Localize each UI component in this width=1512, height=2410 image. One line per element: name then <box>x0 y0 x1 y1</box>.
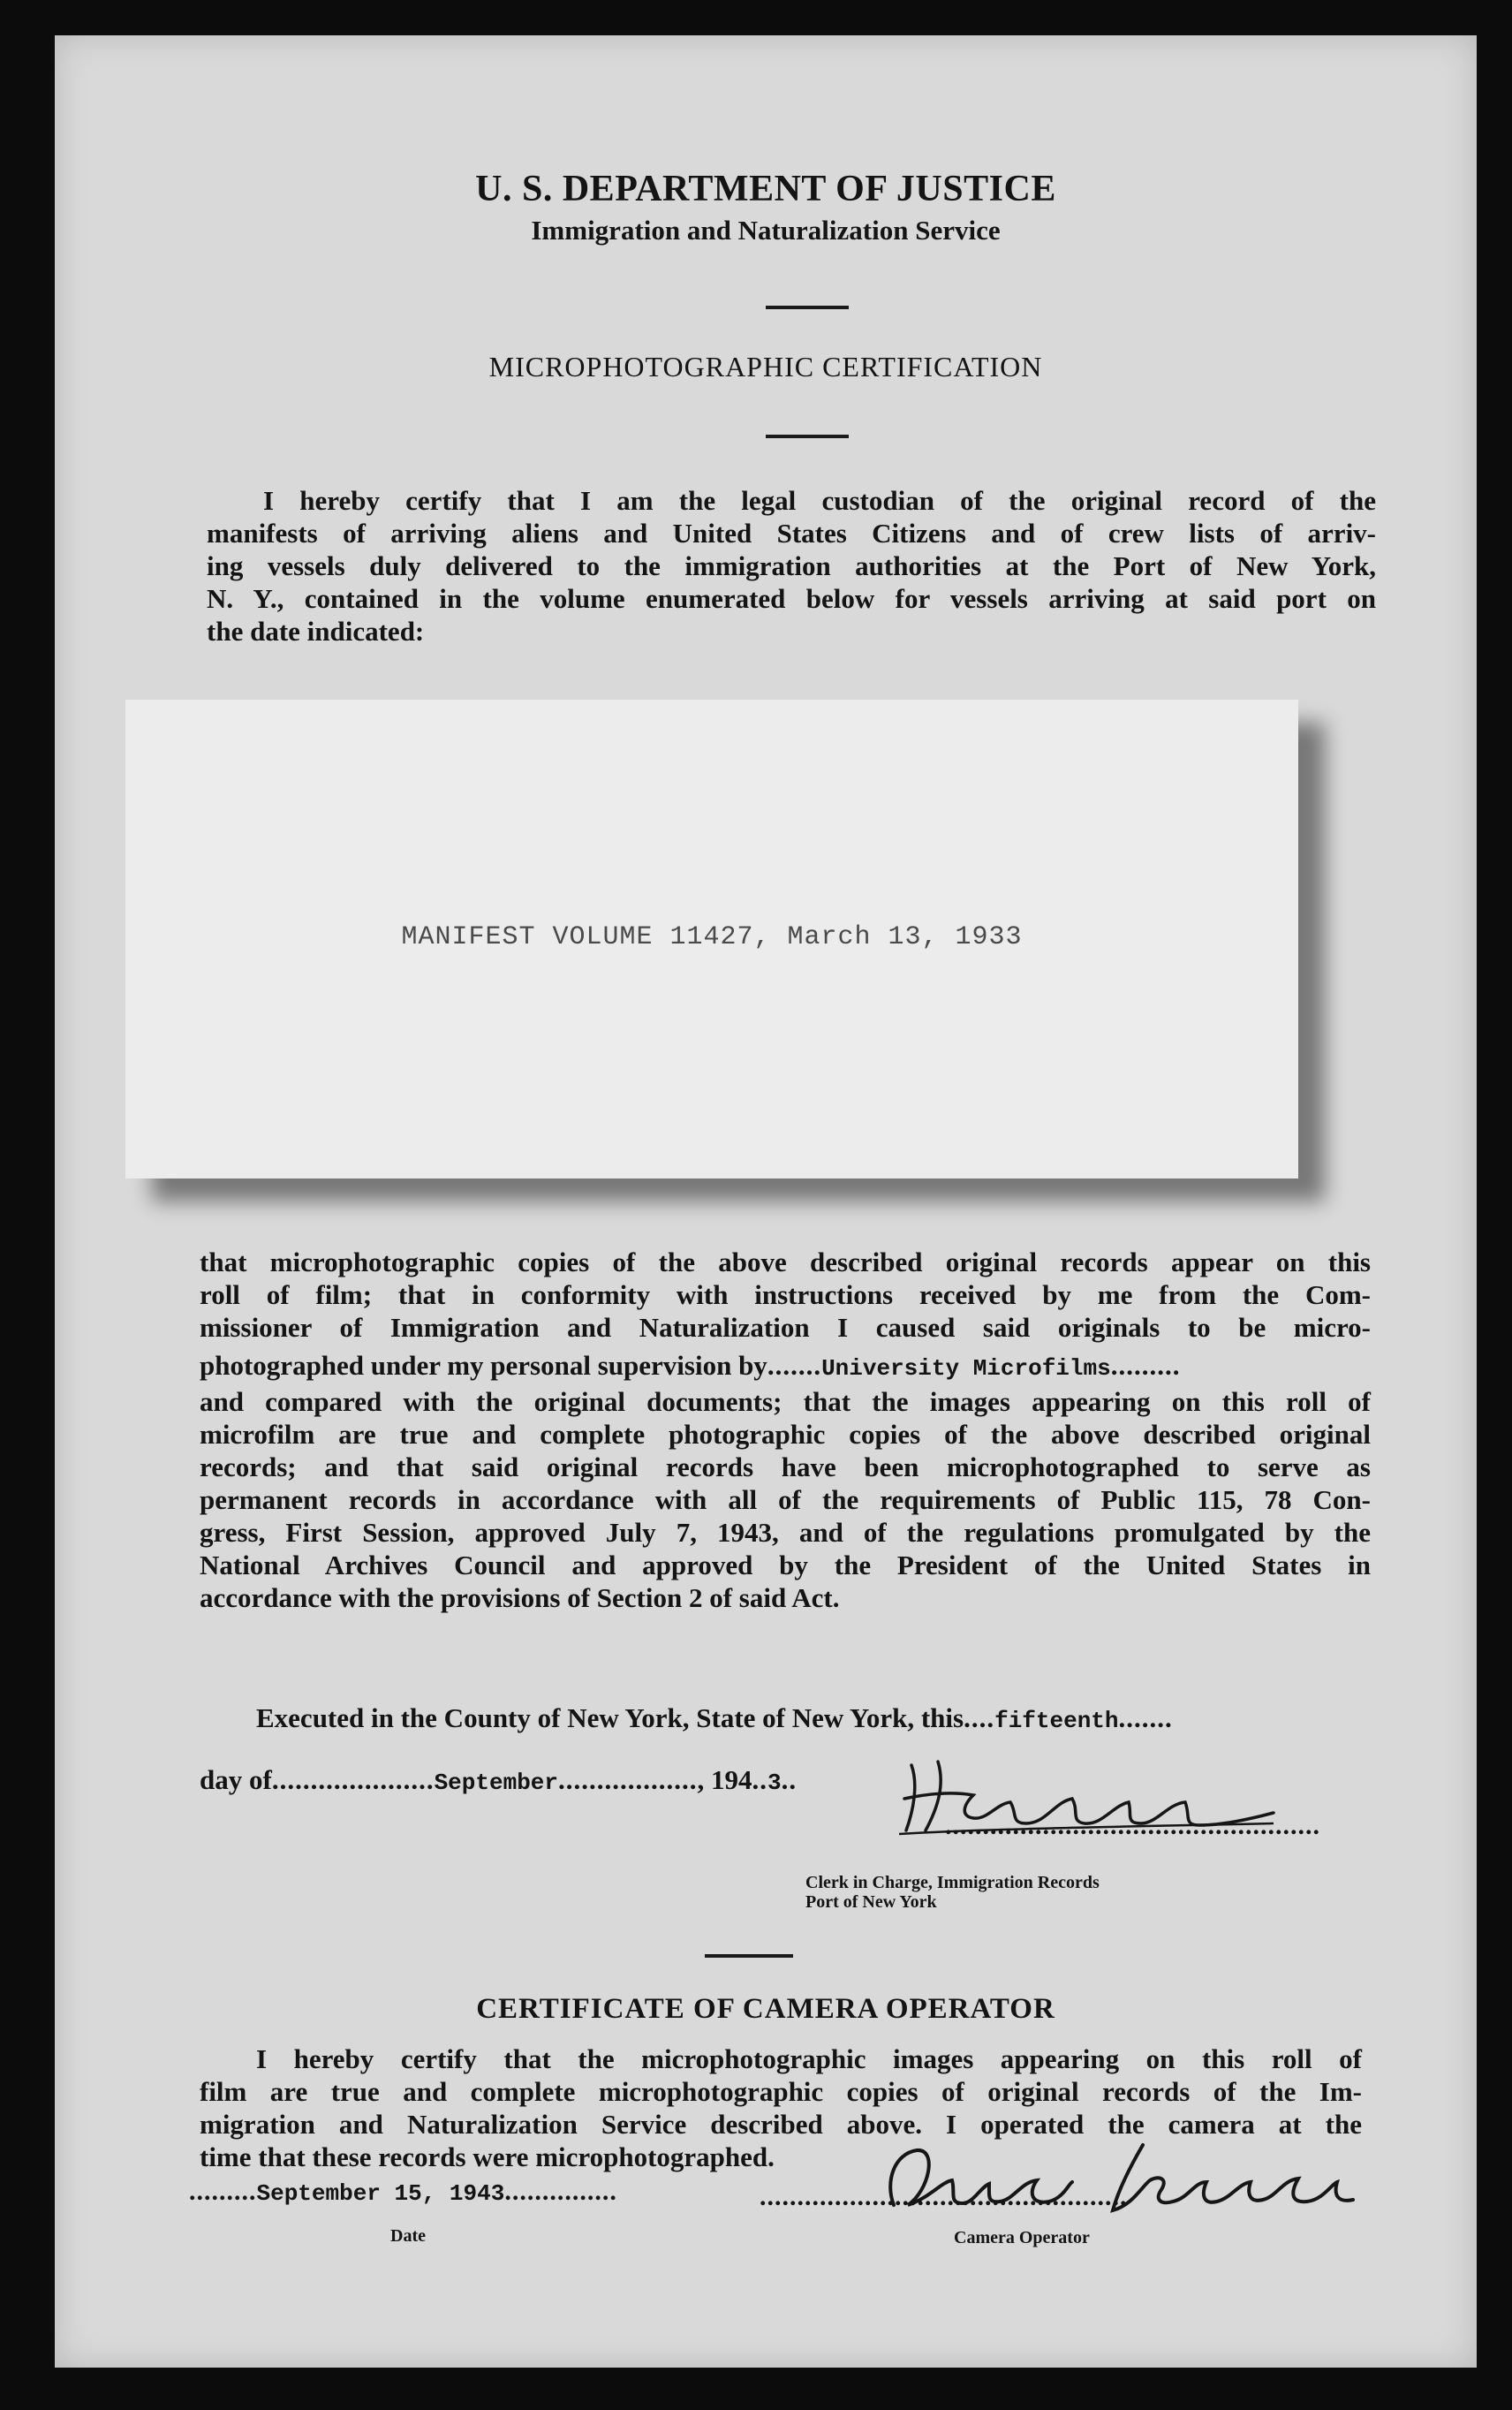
camera-line: film are true and complete microphotographic copies of original records of the Im- <box>200 2076 1362 2107</box>
intro-line: ing vessels duly delivered to the immigration authorities at the Port of New York, <box>207 550 1376 581</box>
camera-operator-label: Camera Operator <box>954 2228 1090 2247</box>
body-line: microfilm are true and complete photographic copies of the above described original <box>200 1419 1371 1450</box>
divider <box>766 435 849 438</box>
manifest-volume-text: MANIFEST VOLUME 11427, March 13, 1933 <box>401 922 1023 952</box>
dot-leader: .. <box>781 1764 798 1795</box>
dot-leader: ..................... <box>271 1764 435 1795</box>
camera-operator-title: CERTIFICATE OF CAMERA OPERATOR <box>476 1993 1055 2025</box>
body-line: accordance with the provisions of Section 2 of said Act. <box>200 1582 840 1613</box>
divider <box>705 1954 793 1958</box>
executed-day: fifteenth <box>994 1708 1119 1734</box>
body-line: National Archives Council and approved by the President of the United States in <box>200 1550 1371 1580</box>
operator-dot-line: ................................................. <box>760 2182 1128 2211</box>
certificate-page <box>55 35 1477 2368</box>
camera-line: I hereby certify that the microphotographic images appearing on this roll of <box>256 2043 1362 2074</box>
intro-line: manifests of arriving aliens and United States Citizens and of crew lists of arriv- <box>207 518 1376 549</box>
body-line: and compared with the original documents; that the images appearing on this roll of <box>200 1386 1371 1417</box>
divider <box>766 306 849 309</box>
camera-line: migration and Naturalization Service described above. I operated the camera at the <box>200 2109 1362 2140</box>
department-heading: U. S. DEPARTMENT OF JUSTICE <box>475 169 1056 209</box>
dot-leader: ....... <box>1118 1702 1173 1733</box>
year-digit: 3 <box>767 1770 782 1796</box>
dot-leader: .................. <box>558 1764 698 1795</box>
body-line: missioner of Immigration and Naturalization I caused said originals to be micro- <box>200 1312 1371 1343</box>
executed-prefix: Executed in the County of New York, State of New York, this <box>256 1702 964 1733</box>
certification-title: MICROPHOTOGRAPHIC CERTIFICATION <box>488 351 1043 383</box>
clerk-title-line: Port of New York <box>805 1892 937 1912</box>
intro-paragraph <box>207 484 1376 648</box>
clerk-title-line: Clerk in Charge, Immigration Records <box>805 1873 1100 1892</box>
service-subheading: Immigration and Naturalization Service <box>531 215 1001 246</box>
dot-leader: .... <box>964 1702 995 1733</box>
intro-line: the date indicated: <box>207 616 425 647</box>
day-of-label: day of <box>200 1764 272 1795</box>
body-line: records; and that said original records have been microphotographed to serve as <box>200 1451 1371 1482</box>
year-prefix: 194 <box>711 1764 752 1795</box>
dot-leader: .. <box>752 1764 768 1795</box>
body-line: gress, First Session, approved July 7, 1943, and of the regulations promulgated by the <box>200 1517 1371 1548</box>
dot-leader: ......... <box>1110 1350 1181 1381</box>
manifest-volume-card <box>125 700 1298 1178</box>
body-line: that microphotographic copies of the above described original records appear on this <box>200 1247 1371 1277</box>
certification-body <box>200 1246 1371 1614</box>
intro-line: N. Y., contained in the volume enumerated below for vessels arriving at said port on <box>207 583 1376 614</box>
photographed-by-line <box>200 1349 1371 1385</box>
date-line <box>189 2177 617 2207</box>
body-line: permanent records in accordance with all of the requirements of Public 115, 78 Con- <box>200 1484 1371 1515</box>
dot-leader: ......... <box>189 2177 257 2206</box>
intro-line: I hereby certify that I am the legal custodian of the original record of the <box>263 485 1376 516</box>
dot-leader: ............... <box>504 2177 617 2206</box>
body-line: roll of film; that in conformity with instructions received by me from the Com- <box>200 1279 1371 1310</box>
photographed-by-value: University Microfilms <box>821 1355 1111 1382</box>
camera-date-value: September 15, 1943 <box>256 2180 505 2207</box>
executed-line <box>256 1701 1371 1738</box>
clerk-title <box>805 1873 1100 1912</box>
photographed-by-prefix: photographed under my personal supervision by <box>200 1350 767 1381</box>
day-of-line: day of.....................September.................., 194..3.. <box>200 1764 798 1796</box>
executed-month: September <box>434 1770 559 1796</box>
signature-dot-line: .................................................. <box>945 1811 1320 1840</box>
camera-line: time that these records were microphotographed. <box>200 2141 775 2172</box>
dot-leader: ....... <box>767 1350 822 1381</box>
date-label: Date <box>390 2226 426 2246</box>
